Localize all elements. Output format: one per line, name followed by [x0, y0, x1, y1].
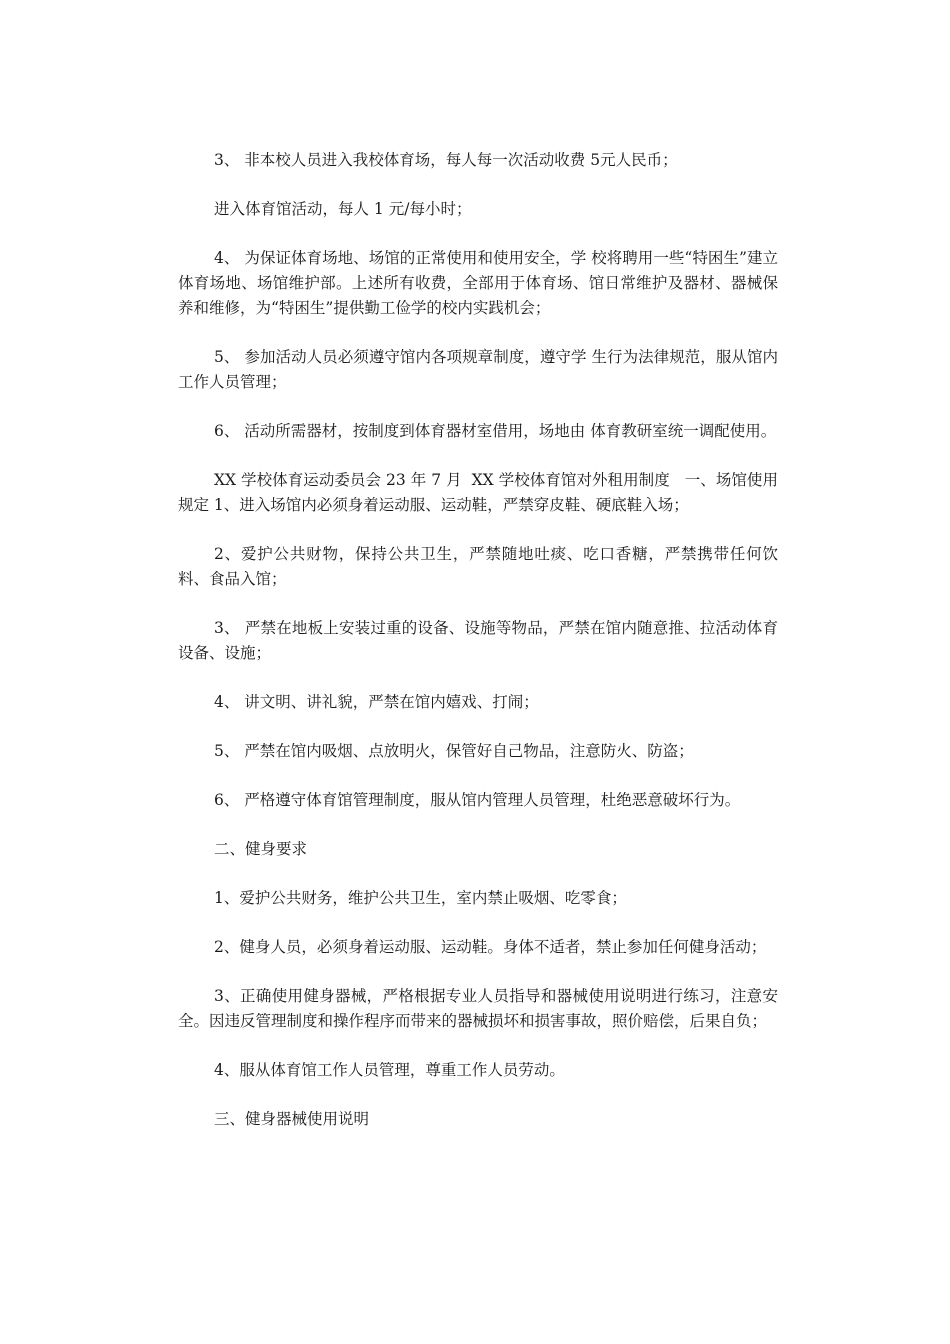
- document-body: [178, 148, 778, 1156]
- paragraph-committee-header: XX 学校体育运动委员会 23 年 7 月 XX 学校体育馆对外租用制度 一、场馆使用规定 1、进入场馆内必须身着运动服、运动鞋，严禁穿皮鞋、硬底鞋入场；: [178, 471, 778, 514]
- paragraph-venue-rule-4: 4、 讲文明、讲礼貌，严禁在馆内嬉戏、打闹；: [214, 693, 539, 711]
- paragraph-fitness-rule-4: 4、服从体育馆工作人员管理，尊重工作人员劳动。: [214, 1061, 565, 1079]
- paragraph-fitness-rule-2: 2、健身人员，必须身着运动服、运动鞋。身体不适者，禁止参加任何健身活动；: [214, 938, 767, 956]
- paragraph-rule-4-maintenance: 4、 为保证体育场地、场馆的正常使用和使用安全，学 校将聘用一些“特困生”建立体育场地、场馆维护部。上述所有收费，全部用于体育场、馆日常维护及器材、器械保养和维修，为“特困生”提供勤工俭学的校内实践机会；: [178, 249, 778, 317]
- paragraph-rule-5-conduct: 5、 参加活动人员必须遵守馆内各项规章制度，遵守学 生行为法律规范，服从馆内工作人员管理；: [178, 348, 778, 391]
- section-heading-fitness-requirements: 二、健身要求: [214, 840, 308, 858]
- paragraph-venue-rule-3: 3、 严禁在地板上安装过重的设备、设施等物品，严禁在馆内随意推、拉活动体育设备、设施；: [178, 619, 778, 662]
- paragraph-fitness-rule-3: 3、正确使用健身器械，严格根据专业人员指导和器械使用说明进行练习，注意安全。因违反管理制度和操作程序而带来的器械损坏和损害事故，照价赔偿，后果自负；: [178, 987, 778, 1030]
- paragraph-venue-rule-2: 2、爱护公共财物，保持公共卫生，严禁随地吐痰、吃口香糖，严禁携带任何饮料、食品入馆；: [178, 545, 778, 588]
- paragraph-venue-rule-5: 5、 严禁在馆内吸烟、点放明火，保管好自己物品，注意防火、防盗；: [214, 742, 694, 760]
- paragraph-rule-3-fee: 3、 非本校人员进入我校体育场，每人每一次活动收费 5元人民币；: [214, 151, 678, 169]
- paragraph-fitness-rule-1: 1、爱护公共财务，维护公共卫生，室内禁止吸烟、吃零食；: [214, 889, 627, 907]
- paragraph-venue-rule-6: 6、 严格遵守体育馆管理制度，服从馆内管理人员管理，杜绝恶意破坏行为。: [214, 791, 741, 809]
- section-heading-equipment-instructions: 三、健身器械使用说明: [214, 1110, 370, 1128]
- paragraph-hourly-fee: 进入体育馆活动，每人 1 元/每小时；: [214, 200, 472, 218]
- paragraph-rule-6-equipment: 6、 活动所需器材，按制度到体育器材室借用，场地由 体育教研室统一调配使用。: [214, 422, 777, 440]
